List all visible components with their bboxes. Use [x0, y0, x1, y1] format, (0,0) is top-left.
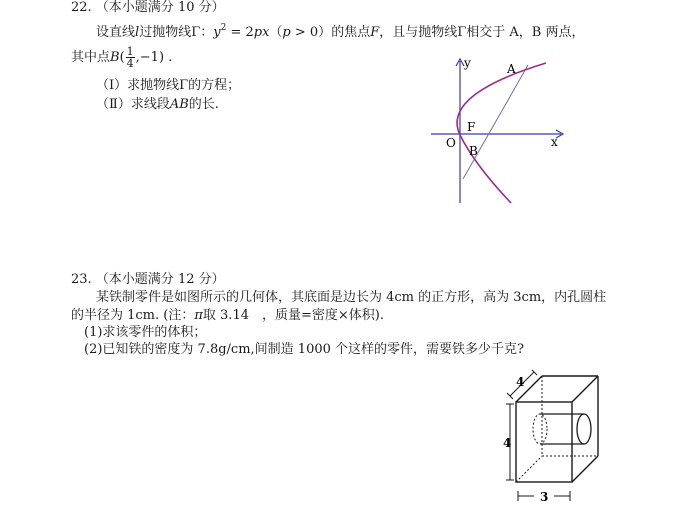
- label-y: y: [464, 56, 471, 70]
- pi-symbol: π: [194, 308, 203, 323]
- problem-22-part-1: （Ⅰ）求抛物线Γ的方程；: [96, 78, 241, 93]
- text: ,−1) .: [135, 50, 173, 65]
- label-B: B: [469, 144, 478, 158]
- dim-label-bottom: 3: [540, 490, 549, 504]
- problem-22-statement-line1: [96, 20, 584, 41]
- text: 过抛物线Γ：: [139, 25, 214, 40]
- hidden-edge: [516, 456, 542, 482]
- text: (: [119, 50, 125, 65]
- text: 的半径为 1cm. (注：: [71, 308, 195, 323]
- hole-right-ellipse: [577, 414, 591, 444]
- parabola-figure: [425, 55, 575, 210]
- problem-23-statement-line1: 某铁制零件是如图所示的几何体，其底面是边长为 4cm 的正方形，高为 3cm，内孔圆柱: [96, 290, 607, 305]
- text: （Ⅱ）求线段: [96, 97, 170, 112]
- fraction-numerator: 1: [126, 45, 134, 58]
- var-AB: AB: [169, 97, 189, 112]
- problem-23-header: 23. （本小题满分 12 分）: [71, 272, 225, 287]
- text: 的长.: [188, 97, 219, 112]
- edge: [572, 456, 598, 482]
- var-y: y: [213, 25, 221, 40]
- dim-label-left: 4: [503, 436, 512, 450]
- solid-figure: [498, 370, 608, 508]
- text: 设直线: [96, 25, 136, 40]
- hole-left-ellipse: [533, 414, 547, 444]
- problem-23-statement-line2: [71, 308, 384, 324]
- var-px: px: [253, 25, 270, 40]
- text: 其中点: [71, 50, 111, 65]
- var-F: F: [370, 25, 380, 40]
- var-p: p: [282, 25, 291, 40]
- label-F: F: [467, 120, 476, 134]
- text: = 2: [226, 25, 254, 40]
- problem-23-part-2: (2)已知铁的密度为 7.8g/cm,间制造 1000 个这样的零件，需要铁多少千克?: [84, 342, 524, 357]
- edge: [572, 376, 598, 402]
- text: （: [269, 25, 283, 40]
- var-l: l: [135, 25, 140, 40]
- problem-22-part-2: [96, 97, 219, 113]
- problem-22-statement-line2: [71, 46, 172, 69]
- problem-22-header: 22. （本小题满分 10 分）: [71, 0, 225, 15]
- exponent: 2: [220, 23, 227, 33]
- text: 取 3.14 ，质量=密度×体积).: [202, 308, 384, 323]
- text: 的焦点: [331, 25, 371, 40]
- label-O: O: [446, 136, 456, 150]
- text: ，且与抛物线Γ相交于 A，B 两点，: [379, 25, 585, 40]
- text: > 0）: [290, 25, 332, 40]
- label-x: x: [551, 135, 558, 149]
- var-B: B: [110, 50, 120, 65]
- label-A: A: [507, 62, 516, 76]
- problem-23-part-1: (1)求该零件的体积；: [84, 325, 207, 340]
- fraction-denominator: 4: [126, 57, 134, 70]
- fraction: [126, 46, 135, 69]
- dim-label-top: 4: [516, 375, 525, 389]
